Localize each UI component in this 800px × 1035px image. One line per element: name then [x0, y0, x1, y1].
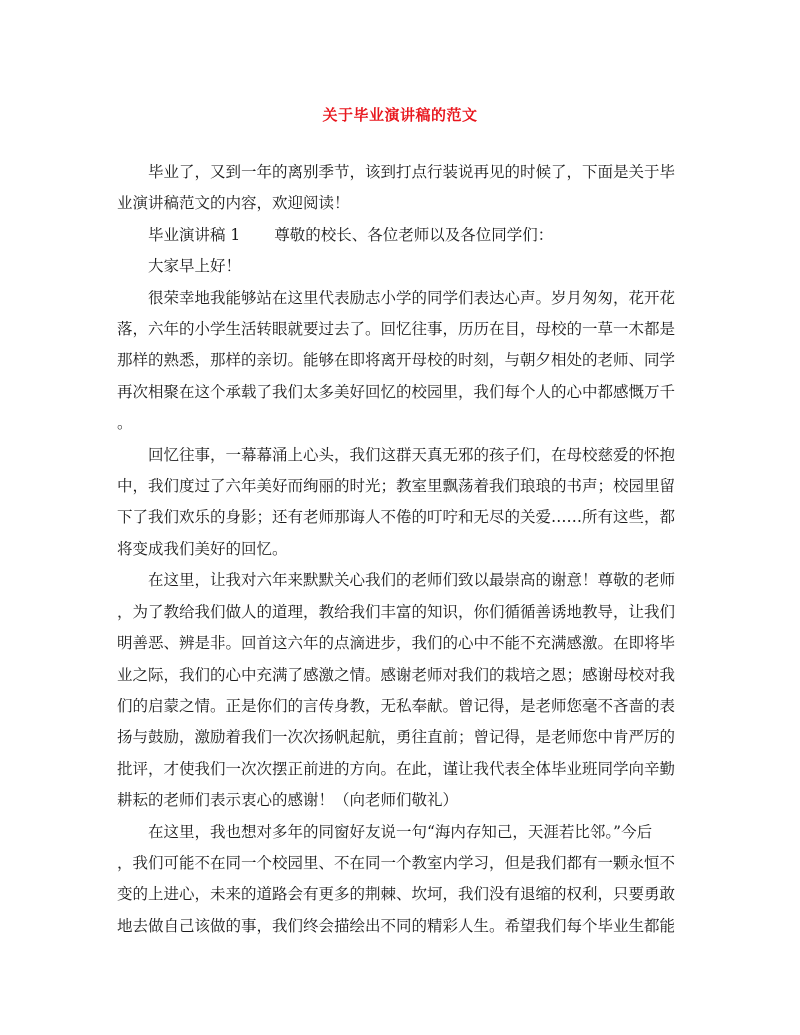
text-line: 落，六年的小学生活转眼就要过去了。回忆往事，历历在目，母校的一草一木都是 [117, 320, 676, 339]
document-title: 关于毕业演讲稿的范文 [322, 106, 478, 124]
text-line: 业演讲稿范文的内容，欢迎阅读！ [117, 194, 350, 213]
text-line: 在这里，我也想对多年的同窗好友说一句“海内存知己，天涯若比邻。”今后 [148, 822, 653, 841]
text-line: 地去做自己该做的事，我们终会描绘出不同的精彩人生。希望我们每个毕业生都能 [117, 916, 676, 935]
text-line: 很荣幸地我能够站在这里代表励志小学的同学们表达心声。岁月匆匆，花开花 [148, 288, 676, 307]
text-line: 回忆往事，一幕幕涌上心头，我们这群天真无邪的孩子们，在母校慈爱的怀抱 [148, 445, 676, 464]
text-line: 大家早上好！ [148, 257, 242, 276]
text-line: 明善恶、辨是非。回首这六年的点滴进步，我们的心中不能不充满感激。在即将毕 [117, 634, 676, 653]
morning-greeting-paragraph [117, 251, 687, 282]
text-line: 变的上进心，未来的道路会有更多的荆棘、坎坷，我们没有退缩的权利，只要勇敢 [117, 885, 676, 904]
speech-heading-paragraph [117, 220, 687, 251]
speech-greeting: 尊敬的校长、各位老师以及各位同学们： [274, 225, 554, 244]
text-line: 扬与鼓励，激励着我们一次次扬帆起航，勇往直前；曾记得，是老师您中肯严厉的 [117, 728, 676, 747]
text-line: 下了我们欢乐的身影；还有老师那诲人不倦的叮咛和无尽的关爱……所有这些，都 [117, 508, 676, 527]
memories-paragraph [117, 440, 687, 566]
text-line: 们的启蒙之情。正是你们的言传身教，无私奉献。曾记得，是老师您毫不吝啬的表 [117, 696, 676, 715]
text-line: 在这里，让我对六年来默默关心我们的老师们致以最崇高的谢意！尊敬的老师 [148, 571, 676, 590]
text-line: 。 [117, 414, 133, 433]
teachers-thanks-paragraph [117, 565, 687, 816]
text-line: 业之际，我们的心中充满了感激之情。感谢老师对我们的栽培之恩；感谢母校对我 [117, 665, 676, 684]
honor-paragraph [117, 283, 687, 440]
classmates-paragraph [117, 817, 687, 943]
text-line: 那样的熟悉，那样的亲切。能够在即将离开母校的时刻，与朝夕相处的老师、同学 [117, 351, 676, 370]
text-line: 批评，才使我们一次次摆正前进的方向。在此，谨让我代表全体毕业班同学向辛勤 [117, 759, 676, 778]
document-body [117, 157, 687, 942]
text-line: 将变成我们美好的回忆。 [117, 539, 288, 558]
text-line: 再次相聚在这个承载了我们太多美好回忆的校园里，我们每个人的心中都感慨万千 [117, 382, 676, 401]
text-line: 毕业了，又到一年的离别季节，该到打点行装说再见的时候了，下面是关于毕 [148, 163, 676, 181]
text-line: ，为了教给我们做人的道理，教给我们丰富的知识，你们循循善诱地教导，让我们 [117, 602, 676, 621]
text-line: 耕耘的老师们表示衷心的感谢！（向老师们敬礼） [117, 791, 459, 810]
speech-heading: 毕业演讲稿 1 [148, 225, 241, 244]
text-line: 中，我们度过了六年美好而绚丽的时光；教室里飘荡着我们琅琅的书声；校园里留 [117, 477, 676, 496]
text-line: ，我们可能不在同一个校园里、不在同一个教室内学习，但是我们都有一颗永恒不 [117, 853, 676, 872]
intro-paragraph [117, 157, 687, 220]
